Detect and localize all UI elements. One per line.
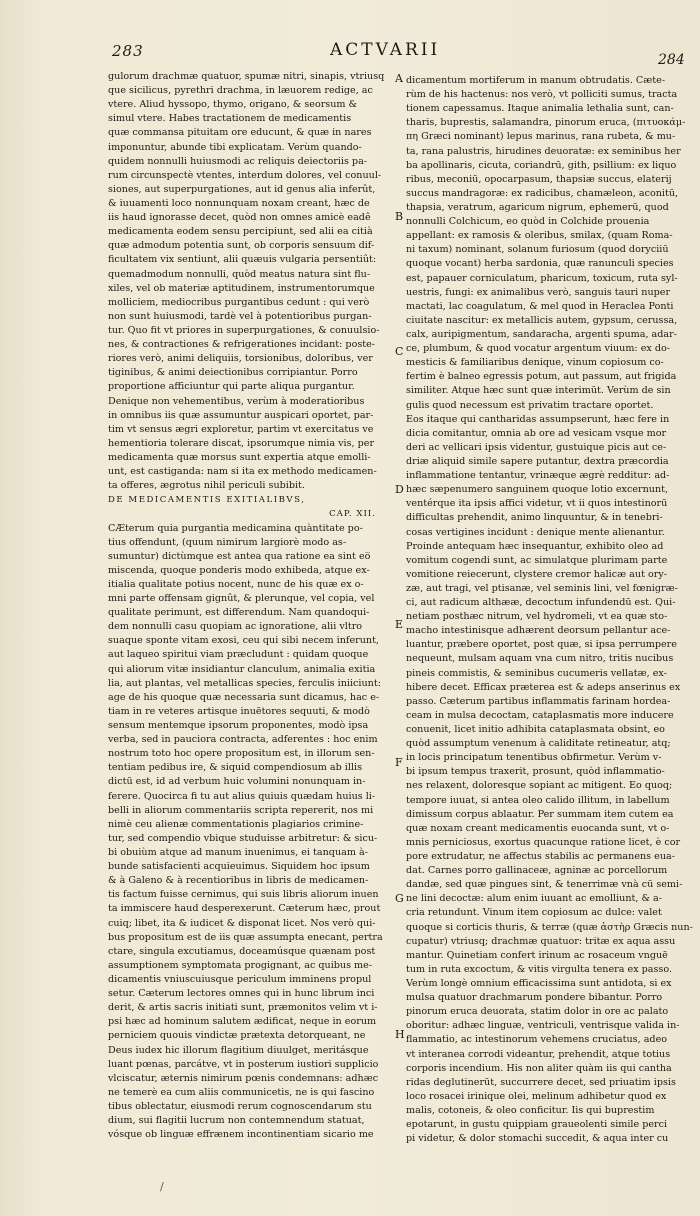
text-line: molliciem, mediocribus purgantibus cedunt : qui verò [108,296,370,308]
text-line: pinorum eruca deuorata, statim dolor in ore ac palato [406,1006,669,1018]
text-line: πη Græci nominant) lepus marinus, rana rubeta, & mu- [406,131,676,143]
text-line: pi videtur, & dolor stomachi succedit, & aqua inter cu [406,1133,669,1145]
chapter-number: CAP. XII. [329,509,376,520]
text-line: quidem nonnulli huiusmodi ac reliquis deiectoriis pa- [108,155,368,167]
text-line: qui aliorum vitæ insidiantur clanculum, animalia exitia [108,663,376,675]
text-line: quòd assumptum venenum à caliditate retineatur, atq; [406,738,671,750]
text-line: ta immiscere haud desperexerunt. Cæterum hæc, prout [108,903,381,915]
text-line: & à Galeno & à recentioribus in libris de medicamen- [108,875,369,887]
text-line: ctare, singula excutiamus, doceamúsque quænam post [108,945,376,957]
text-line: sumuntur) dictùmque est antea qua ratione ea sint eo̅ [108,550,371,562]
text-line: hibere decet. Efficax præterea est & adeps anserinus ex [406,681,681,693]
text-line: tum in ruta excoctum, & vitis virgulta tenera ex passo. [406,963,673,975]
text-line: proportione afficiuntur qui parte aliqua purgantur. [108,381,355,393]
text-line: netiam posthæc nitrum, vel hydromeli, vt ea quæ sto- [406,611,668,623]
text-line: cuiq; libet, ita & iudicet & disponat licet. Nos verò qui- [108,917,376,929]
text-line: Verùm longè omnium efficacissima sunt antidota, si ex [406,978,672,989]
text-line: tur. Quo fit vt priores in superpurgationes, & conuulsio- [108,324,380,336]
text-line: driæ aliquid simile sapere putantur, dextra præcordia [406,455,669,467]
text-line: inflammatione tentantur, vrinæque ægrè redditur: ad- [406,470,670,482]
text-line: ci, aut radicum althææ, decoctum infundendū est. Qui- [406,597,676,609]
text-line: in omnibus iis quæ assumuntur auspicari oportet, par- [108,409,374,421]
text-line: quæ noxam creant medicamentis euocanda sunt, vt o- [406,822,670,834]
text-line: mactati, lac coagulatum, & mel quod in Heraclea Ponti [406,300,674,312]
text-line: tharis, buprestis, salamandra, pinorum eruca, (πιτυοκάμ- [406,117,686,129]
text-line: uestris, fungi: ex animalibus verò, sanguis tauri nuper [406,286,671,298]
text-line: non sunt huiusmodi, tardè vel à potentioribus purgan- [108,310,372,322]
text-line: mni parte offensam gignût, & plerunque, vel copia, vel [108,593,375,605]
margin-letter-e: E [395,618,404,631]
text-line: ni taxum) nominant, solanum furiosum (quod doryciiū [406,244,669,256]
text-line: dicamentis vniuscuiusque periculum imminens propul [108,974,372,985]
text-line: Eos itaque qui cantharidas assumpserunt, hæc fere in [406,413,670,425]
text-line: appellant: ex ramosis & oleribus, smilax, (quam Roma- [406,230,673,242]
text-line: similiter. Atque hæc sunt quæ interimūt. Verùm de sin [406,385,671,397]
text-line: ridas deglutinerūt, succurrere decet, sed priuatim ipsis [406,1076,676,1088]
text-line: cupatur) vtriusq; drachmæ quatuor: tritæ ex aqua assu [406,935,676,947]
text-line: ce, plumbum, & quod vocatur argentum viuum: ex do- [406,343,670,355]
text-line: mnis perniciosus, exortus quacunque ratione licet, è cor [406,836,681,848]
text-line: thapsia, veratrum, agaricum nigrum, ephemerū, quod [406,201,669,213]
text-line: ferere. Quocirca fi tu aut alius quiuis quædam huius li- [108,790,376,802]
text-line: ne temerè ea cum aliis communicetis, ne is qui fascino [108,1086,375,1098]
text-line: dicia comitantur, omnia ab ore ad vesicam vsque mor [406,427,667,439]
page-number-left: 283 [112,42,144,60]
margin-letter-b: B [395,210,404,223]
text-line: conuenit, licet initio adhibita cataplasmata obsint, eo [406,724,665,736]
text-line: mesticis & familiaribus denique, vinum copiosum co- [406,357,664,369]
text-line: Deus iudex hic illorum flagitium diuulget, meritásque [108,1044,369,1056]
text-line: rùm de his hactenus: nos verò, vt polliciti sumus, tracta [406,89,678,101]
text-line: luantur, præbere oportet, post quæ, si ipsa perrumpere [406,639,677,651]
text-line: que sicilicus, pyrethri drachma, in læuorem redige, ac [108,85,373,97]
footer-mark: / [160,1180,164,1193]
text-line: vtere. Aliud hyssopo, thymo, origano, & seorsum & [108,99,358,111]
text-line: siones, aut superpurgationes, aut id genus alia inferût, [108,183,376,195]
text-line: sensum mentemque ipsorum proponentes, modò ipsa [108,720,369,732]
text-line: est, papauer corniculatum, pharicum, toxicum, ruta syl- [406,272,678,284]
text-line: psi hæc ad hominum salutem ædificat, neque in eorum [108,1016,377,1028]
text-line: rum circunspectè vtentes, interdum dolores, vel conuul- [108,169,382,181]
text-line: unt, est castiganda: nam si ita ex methodo medicamen- [108,466,377,478]
text-line: macho intestinisque adhærent deorsum pellantur ace- [406,625,671,637]
text-line: miscenda, quoque ponderis modo exhibeda, atque ex- [108,564,370,576]
text-line: aut laqueo spiritui viam præcludunt : quidam quoque [108,649,369,661]
text-line: difficultas prehendit, animo linquuntur, & in tenebri- [406,512,663,524]
margin-letter-f: F [395,756,403,769]
text-line: quoque vocant) herba sardonia, quæ ranunculi species [406,258,674,270]
text-line: xiles, vel ob materiæ aptitudinem, instrumentorumque [108,282,375,294]
text-line: vomitione reiecerunt, clystere cremor halicæ aut ory- [406,568,668,580]
text-line: riores verò, animi deliquiis, torsionibus, doloribus, ver [108,353,373,365]
text-line: simul vtere. Habes tractationem de medicamentis [108,113,352,125]
text-line: flammatio, ac intestinorum vehemens cruciatus, adeo [406,1034,668,1046]
text-line: cria retundunt. Vinum item copiosum ac dulce: valet [406,907,662,919]
text-line: belli in aliorum commentariis scripta repererit, nos mi [108,804,374,816]
text-line: lia, aut plantas, vel metallicas species, ferculis iniiciunt: [108,677,381,689]
margin-letter-c: C [395,345,404,358]
text-line: iis haud ignorasse decet, quòd non omnes amicè eadê [108,212,371,224]
text-line: in locis principatum tenentibus obfirmetur. Verùm v- [406,752,662,764]
text-line: epotarunt, in gustu quippiam graueolenti simile perci [406,1119,668,1131]
text-line: gulorum drachmæ quatuor, spumæ nitri, sinapis, vtriusq [108,71,385,82]
margin-letter-h: H [395,1028,405,1041]
text-line: bi ipsum tempus traxerit, prosunt, quòd inflammatio- [406,766,665,778]
text-line: ne lini decoctæ: alum enim iuuant ac emolliunt, & a- [406,893,663,905]
text-line: tim vt sensus ægri exploretur, partim vt exercitatus ve [108,423,374,435]
text-line: qualitate perimunt, est differendum. Nam quandoqui- [108,607,370,619]
text-line: tis factum fuisse cernimus, qui suis libris aliorum inuen [108,889,379,901]
chapter-heading: DE MEDICAMENTIS EXITIALIBVS, [108,495,306,506]
text-line: oboritur: adhæc linguæ, ventriculi, ventrisque valida in- [406,1020,680,1032]
text-line: bus propositum est de iis quæ assumpta enecant, pertra [108,931,383,943]
text-line: tur, sed compendio vbique studuisse arbitretur: & sicu- [108,832,378,844]
text-line: nostrum toto hoc opere propositum est, in illorum sen- [108,748,375,760]
text-line: tentiam pedibus ire, & siquid compendiosum ab illis [108,762,363,774]
text-line: quemadmodum nonnulli, quòd meatus natura sint flu- [108,268,371,280]
text-line: nes relaxent, doloresque sopiant ac mitigent. Eo quoq; [406,780,673,792]
running-title: ACTVARII [330,40,441,60]
text-line: perniciem quouis vindictæ prætexta detorqueant, ne [108,1030,366,1042]
page-header [0,40,700,70]
text-line: derit, & artis sacris initiati sunt, præmonitos velim vt i- [108,1002,378,1014]
text-line: malis, cotoneis, & oleo conficitur. Iis qui buprestim [406,1104,655,1116]
margin-letter-d: D [395,483,404,496]
text-line: tiam in re veteres artisque inuētores sequuti, & modò [108,705,370,717]
text-line: gulis quod necessum est privatim tractare oportet. [406,399,654,411]
text-line: verba, sed in pauciora contracta, adferentes : hoc enim [108,734,378,746]
text-line: tionem capessamus. Itaque animalia lethalia sunt, can- [406,103,674,115]
text-line: itialia qualitate potius nocent, nunc de his quæ ex o- [108,578,364,590]
text-line: dem nonnulli casu quopiam ac ignoratione, alii vltro [108,621,363,633]
text-line: bunde satisfacienti acquieuimus. Siquidem hoc ipsum [108,861,370,873]
text-line: quæ commansa pituitam ore educunt, & quæ in nares [108,127,372,139]
text-line: medicamenta eodem sensu percipiunt, sed alii ea citià [108,226,373,238]
text-line: suaque sponte vitam exosi, ceu qui sibi necem inferunt, [108,635,379,647]
text-line: deri ac vellicari ipsis videntur, gustuique picis aut ce- [406,441,667,453]
text-line: tempore iuuat, si antea oleo calido illitum, in labellum [406,794,670,806]
text-line: calx, auripigmentum, sandaracha, argenti spuma, adar- [406,328,677,340]
text-line: luant pœnas, parcátve, vt in posterum iustiori supplicio [108,1058,379,1070]
text-line: ta, rana palustris, hirudines deuoratæ: ex seminibus her [406,145,681,157]
text-line: setur. Cæterum lectores omnes qui in hunc librum inci [108,988,375,1000]
text-line: dictū est, id ad verbum huic volumini nonunquam in- [108,776,366,788]
text-line: dicamentum mortiferum in manum obtrudatis. Cæte- [406,75,666,86]
text-line: vlciscatur, æternis nimirum pœnis condemnans: adhæc [108,1072,379,1084]
text-line: vósque ob linguæ effrænem incontinentiam sicario me [108,1129,374,1141]
text-line: hementioria tolerare discat, ipsorumque nimia vis, per [108,437,375,449]
text-line: medicamenta quæ morsus sunt expertia atque emolli- [108,451,371,463]
text-line: ba apollinaris, cicuta, coriandrū, gith, psillium: ex liquo [406,159,677,171]
text-line: CÆterum quia purgantia medicamina quàntitate po- [108,522,363,534]
text-line: dat. Carnes porro gallinaceæ, agninæ ac porcellorum [406,865,668,877]
text-line: dandæ, sed quæ pingues sint, & tenerrimæ vnà cū semi- [406,879,683,891]
text-line: ficultatem vix sentiunt, alii quæuis vulgaria persentiût: [108,254,377,266]
text-line: ciuitate nascitur: ex metallicis autem, gypsum, cerussa, [406,314,678,326]
text-line: bi obuiùm atque ad manum inuenimus, ei tanquam à- [108,847,368,859]
text-line: vt interanea corrodi videantur, prehendit, atque totius [406,1048,671,1060]
text-line: pineis commistis, & seminibus cucumeris vellatæ, ex- [406,667,667,679]
text-line: nimè ceu alienæ commentationis plagiarios crimine- [108,818,364,830]
text-line: dium, sui flagitii lucrum non contemnendum statuat, [108,1115,365,1127]
text-line: nequeunt, mulsam aquam vna cum nitro, tritis nucibus [406,653,674,665]
text-line: Denique non vehementibus, verùm à moderatioribus [108,395,365,407]
text-line: imponuntur, abunde tibi explicatam. Verùm quando- [108,141,362,153]
text-line: ceam in mulsa decoctam, cataplasmatis more inducere [406,709,674,721]
text-line: cosas vertigines incidunt : denique mente alienantur. [406,526,665,538]
text-line: tius offendunt, (quum nimirum largiorè modo as- [108,536,347,548]
left-text-column [108,70,396,1142]
text-line: Proinde antequam hæc insequantur, exhibito oleo ad [406,540,664,552]
text-line: loco rosacei irinique olei, melinum adhibetur quod ex [406,1090,667,1102]
text-line: age de his quoque quæ necessaria sunt dicamus, hac e- [108,691,380,703]
text-line: tibus oblectatur, eiusmodi rerum cognoscendarum stu [108,1100,372,1112]
text-line: fertim è balneo egressis potum, aut passum, aut frigida [406,371,677,383]
page-number-right: 284 [658,52,685,68]
text-line: mantur. Quinetiam confert irinum ac rosaceum vnguē [406,949,668,961]
text-line: quæ admodum potentia sunt, ob corporis sensuum dif- [108,240,375,252]
text-line: dimissum corpus ablaatur. Per summam item cutem ea [406,808,674,820]
text-line: zæ, aut tragi, vel ptisanæ, vel seminis lini, vel fœnigræ- [406,582,678,594]
right-text-column [406,74,696,1146]
text-line: tiginibus, & animi deiectionibus corripiantur. Porro [108,367,358,379]
text-line: corporis incendium. His non aliter quàm iis qui cantha [406,1062,672,1074]
text-line: quoque si corticis thuris, & terræ (quæ ἀστὴρ Græcis nun- [406,921,693,933]
text-line: hæc sæpenumero sanguinem quoque lotio excernunt, [406,484,669,496]
text-line: vomitum cogendi sunt, ac simulatque plurimam parte [406,554,668,566]
text-line: pore extrudatur, ne affectus stabilis ac permanens eua- [406,851,675,863]
margin-letter-g: G [395,892,404,905]
text-line: nes, & contractiones & refrigerationes incidant: poste- [108,339,376,351]
text-line: assumptionem symptomata progignant, ac quibus me- [108,959,373,971]
margin-letter-a: A [395,72,403,85]
text-line: mulsa quatuor drachmarum pondere bibantur. Porro [406,992,663,1004]
text-line: ta offeres, ægrotus nihil periculi subibit. [108,480,305,492]
text-line: ribus, meconiū, opocarpasum, thapsiæ succus, elaterij [406,173,672,185]
text-line: nonnulli Colchicum, eo quòd in Colchide prouenia [406,216,650,228]
text-line: passo. Cæterum partibus inflammatis farinam hordea- [406,695,671,707]
text-line: succus mandragoræ: ex radicibus, chamæleon, aconitū, [406,187,679,199]
text-line: ventérque ita ipsis affici videtur, vt ii quos intestinorū [406,498,668,510]
text-line: & iuuamenti loco nonnunquam noxam creant, hæc de [108,197,370,209]
